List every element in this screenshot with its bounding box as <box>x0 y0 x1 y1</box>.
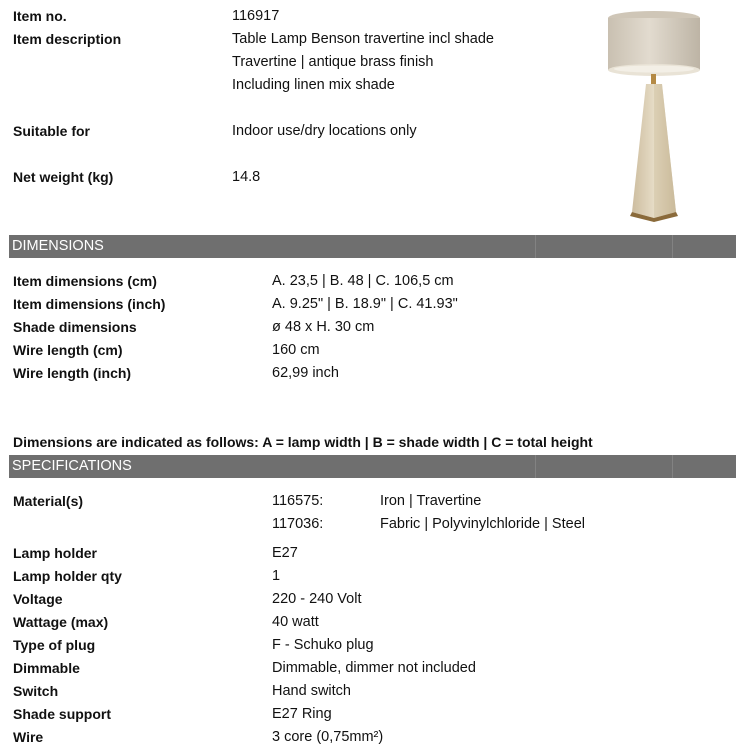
spec-row-value: F - Schuko plug <box>272 637 374 653</box>
spec-row-label: Wattage (max) <box>13 614 109 630</box>
item-description-label: Item description <box>13 31 122 47</box>
spec-row-label: Lamp holder qty <box>13 568 122 584</box>
net-weight-value: 14.8 <box>232 169 261 185</box>
materials-label: Material(s) <box>13 493 84 509</box>
material-value: Iron | Travertine <box>380 493 482 509</box>
spec-row-value: E27 Ring <box>272 706 332 722</box>
spec-row-value: E27 <box>272 545 298 561</box>
dimension-row-value: A. 9.25" | B. 18.9" | C. 41.93" <box>272 296 458 312</box>
net-weight-label: Net weight (kg) <box>13 169 114 185</box>
spec-row-label: Voltage <box>13 591 63 607</box>
suitable-for-value: Indoor use/dry locations only <box>232 123 417 139</box>
spec-row-value: Hand switch <box>272 683 351 699</box>
spec-row-value: Dimmable, dimmer not included <box>272 660 476 676</box>
item-description-line-2: Travertine | antique brass finish <box>232 54 434 70</box>
dimensions-header-label: DIMENSIONS <box>12 238 104 254</box>
dimensions-header <box>9 235 736 258</box>
material-code: 117036: <box>272 516 324 532</box>
material-code: 116575: <box>272 493 324 509</box>
dimension-row-label: Item dimensions (cm) <box>13 273 157 289</box>
spec-row-value: 40 watt <box>272 614 319 630</box>
dimension-row-label: Shade dimensions <box>13 319 137 335</box>
dimension-row-label: Wire length (inch) <box>13 365 132 381</box>
dimension-row-value: 62,99 inch <box>272 365 339 381</box>
dimension-row-value: ø 48 x H. 30 cm <box>272 319 375 335</box>
dimension-row-label: Item dimensions (inch) <box>13 296 166 312</box>
lamp-image <box>596 6 716 222</box>
material-value: Fabric | Polyvinylchloride | Steel <box>380 516 585 532</box>
item-number: 116917 <box>232 8 280 24</box>
dimension-row-value: A. 23,5 | B. 48 | C. 106,5 cm <box>272 273 454 289</box>
spec-row-label: Lamp holder <box>13 545 98 561</box>
spec-row-label: Switch <box>13 683 59 699</box>
spec-row-label: Dimmable <box>13 660 80 676</box>
dimension-row-label: Wire length (cm) <box>13 342 123 358</box>
suitable-for-label: Suitable for <box>13 123 91 139</box>
dimension-row-value: 160 cm <box>272 342 320 358</box>
spec-row-label: Type of plug <box>13 637 96 653</box>
spec-row-label: Wire <box>13 729 44 745</box>
item-number-label: Item no. <box>13 8 67 24</box>
specifications-header-label: SPECIFICATIONS <box>12 458 132 474</box>
spec-row-value: 220 - 240 Volt <box>272 591 362 607</box>
spec-row-value: 3 core (0,75mm²) <box>272 729 384 745</box>
item-description-line-1: Table Lamp Benson travertine incl shade <box>232 31 494 47</box>
dimensions-note: Dimensions are indicated as follows: A = lamp width | B = shade width | C = total height <box>13 434 593 450</box>
spec-row-value: 1 <box>272 568 281 584</box>
item-description-line-3: Including linen mix shade <box>232 77 395 93</box>
specifications-header <box>9 455 736 478</box>
spec-row-label: Shade support <box>13 706 112 722</box>
